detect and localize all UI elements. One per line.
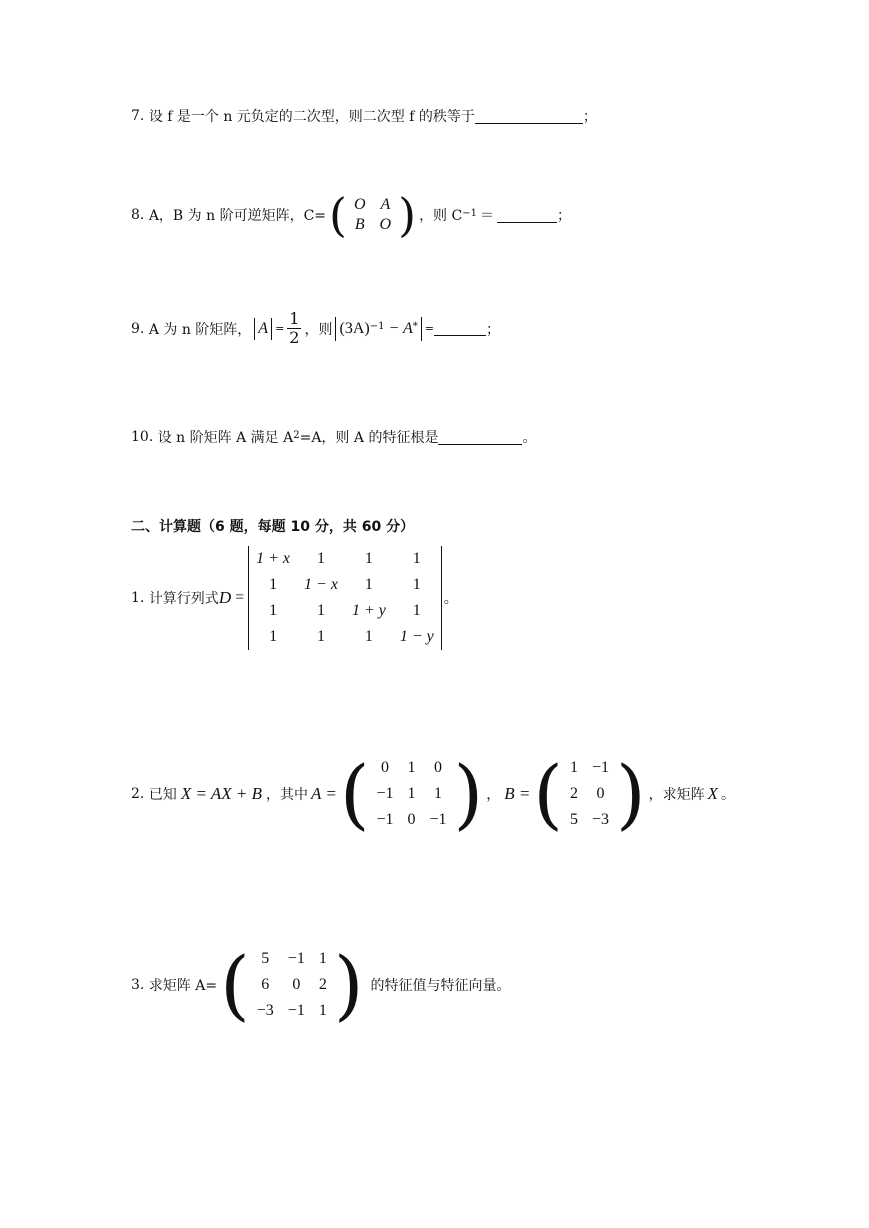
punctuation: 。 <box>443 591 458 607</box>
question-number: 10. <box>131 429 154 445</box>
answer-blank[interactable] <box>475 109 583 124</box>
matrix-cell: 0 <box>407 811 416 828</box>
fraction-denominator: 2 <box>289 328 300 347</box>
matrix-cell: 1 <box>269 602 278 619</box>
punctuation: ； <box>485 321 500 338</box>
math-var: A <box>258 319 269 337</box>
matrix-a: ( 0 1 0 −1 1 1 −1 0 −1 ) <box>339 749 484 838</box>
calc-question-3 <box>131 940 511 1029</box>
matrix-cell: 0 <box>434 759 443 776</box>
question-number: 3. <box>131 977 145 993</box>
superscript: * <box>412 321 418 332</box>
matrix-cell: O <box>353 196 366 213</box>
matrix-cell: B <box>354 216 365 233</box>
question-text: A 为 n 阶矩阵， <box>148 321 252 338</box>
matrix-c: ( O A B O ) <box>329 188 417 242</box>
matrix-cell: 0 <box>380 759 389 776</box>
question-text: ，则 <box>304 321 333 338</box>
question-text: ，则 C <box>419 208 463 224</box>
question-text: 的特征值与特征向量。 <box>370 978 511 994</box>
math-equation: X = AX + B <box>180 784 262 803</box>
matrix-cell: 1 <box>269 628 278 645</box>
matrix-cell: A <box>380 196 391 213</box>
matrix-cell: −3 <box>256 1002 274 1019</box>
question-text: 计算行列式 <box>148 591 219 607</box>
answer-blank[interactable] <box>438 430 522 445</box>
math-expr: (3A) <box>339 319 370 337</box>
question-text: =A，则 A 的特征根是 <box>299 430 439 446</box>
matrix-a: ( 5 −1 1 6 0 2 −3 −1 1 ) <box>220 940 364 1029</box>
fraction <box>287 310 301 347</box>
matrix-cell: 1 + x <box>256 550 291 567</box>
matrix-cell: 1 + y <box>351 602 386 619</box>
punctuation: 。 <box>522 430 537 446</box>
matrix-cell: −1 <box>287 950 305 967</box>
matrix-cell: 1 <box>364 550 373 567</box>
question-text: A，B 为 n 阶可逆矩阵，C= <box>148 208 327 224</box>
question-number: 8. <box>131 207 145 223</box>
matrix-cell: −1 <box>429 811 447 828</box>
question-text: ，求矩阵 <box>648 787 705 803</box>
matrix-b: ( 1 −1 2 0 5 −3 ) <box>533 749 646 838</box>
equals-sign: = <box>424 322 434 335</box>
matrix-cell: 1 <box>318 950 327 967</box>
matrix-cell: 5 <box>261 950 270 967</box>
equals-sign: = <box>275 322 285 335</box>
matrix-cell: 1 <box>316 628 325 645</box>
matrix-cell: 1 <box>412 576 421 593</box>
equals-sign: ＝ <box>479 208 494 224</box>
matrix-cell: O <box>379 216 392 233</box>
matrix-cell: 1 <box>318 1002 327 1019</box>
matrix-cell: −1 <box>287 1002 305 1019</box>
calc-question-2 <box>131 749 736 838</box>
matrix-cell: 1 <box>434 785 443 802</box>
punctuation: ； <box>582 109 597 125</box>
matrix-cell: 1 <box>412 550 421 567</box>
superscript: −1 <box>369 321 385 332</box>
section-title: 二、计算题（6 题，每题 10 分，共 60 分） <box>131 519 415 535</box>
question-number: 1. <box>131 590 145 606</box>
question-number: 9. <box>131 320 145 337</box>
punctuation: ； <box>556 208 571 224</box>
matrix-cell: 1 <box>412 602 421 619</box>
matrix-cell: 1 <box>316 602 325 619</box>
math-var: B = <box>504 784 531 803</box>
question-text: 求矩阵 A= <box>148 978 218 994</box>
superscript: 2 <box>293 429 300 441</box>
punctuation: 。 <box>721 787 736 803</box>
matrix-cell: −1 <box>591 759 609 776</box>
matrix-cell: 1 − x <box>304 576 338 593</box>
calc-question-1 <box>131 546 458 650</box>
math-expr: − A <box>388 319 413 337</box>
matrix-cell: 1 − y <box>399 628 434 645</box>
question-text: ，其中 <box>266 787 308 803</box>
question-text: 设 f 是一个 n 元负定的二次型，则二次型 f 的秩等于 <box>148 109 475 125</box>
matrix-cell: 0 <box>292 976 301 993</box>
punctuation: ， <box>486 787 501 803</box>
math-var: X <box>707 784 719 803</box>
matrix-cell: 1 <box>364 576 373 593</box>
matrix-cell: −1 <box>376 811 394 828</box>
matrix-cell: 1 <box>316 550 325 567</box>
superscript: −1 <box>462 207 477 219</box>
matrix-cell: 2 <box>569 785 578 802</box>
answer-blank[interactable] <box>434 321 486 336</box>
question-text: 设 n 阶矩阵 A 满足 A <box>157 430 294 446</box>
math-var: D <box>218 588 232 607</box>
matrix-cell: 1 <box>407 785 416 802</box>
question-number: 2. <box>131 786 145 802</box>
matrix-cell: 1 <box>364 628 373 645</box>
matrix-cell: 1 <box>407 759 416 776</box>
determinant <box>248 546 442 650</box>
question-10 <box>131 427 536 447</box>
matrix-cell: 1 <box>569 759 578 776</box>
equals-sign: = <box>235 589 245 606</box>
question-7 <box>131 106 597 126</box>
question-text: 已知 <box>148 787 177 803</box>
question-number: 7. <box>131 108 145 124</box>
matrix-cell: 6 <box>261 976 270 993</box>
question-8 <box>131 188 571 242</box>
fraction-numerator: 1 <box>289 309 300 328</box>
answer-blank[interactable] <box>497 208 557 223</box>
matrix-cell: 0 <box>596 785 605 802</box>
matrix-cell: 1 <box>269 576 278 593</box>
matrix-cell: −1 <box>376 785 394 802</box>
matrix-cell: −3 <box>591 811 609 828</box>
matrix-cell: 5 <box>569 811 578 828</box>
math-var: A = <box>311 784 337 803</box>
matrix-cell: 2 <box>318 976 327 993</box>
question-9 <box>131 310 500 347</box>
